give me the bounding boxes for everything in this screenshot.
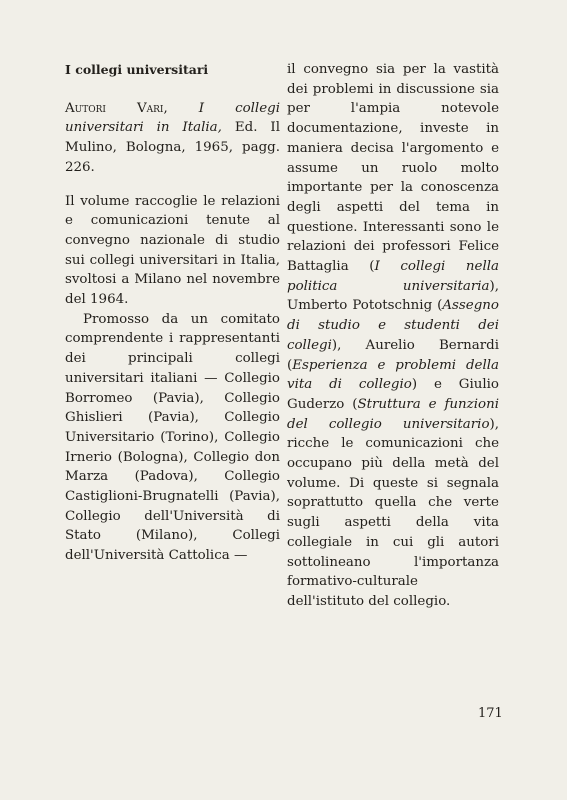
heading-text: collegi universitari [75,62,209,77]
text-run: ), Umberto Pototschnig ( [287,278,499,314]
right-column [287,60,499,612]
review-heading [65,60,280,80]
citation-publisher: Ed. Il Mulino, Bologna, 1965, pagg. 226. [65,120,280,175]
paragraph-2: Promosso da un comitato comprendente i rappresentanti dei principali collegi universitari italiani — Collegio Borromeo (Pavia), Collegio Ghislieri (Pavia), Collegio Universitario (Torino), Collegio Irnerio (Bologna), Collegio don Marza (Padova), Collegio Castiglioni-Brugnatelli (Pavia), Collegio dell'Università di Stato (Milano), Collegi dell'Università Cattolica — [65,311,280,564]
text-run: ), ricche le comunicazioni che occupano più della metà del volume. Di queste si segnala soprattutto quella che verte sugli aspetti della vita collegiale in cui gli autori sottolineano l'importanza formativo-culturale dell'istituto del collegio. [287,416,499,609]
italic-title: Assegno di studio e studenti dei collegi [287,298,499,353]
italic-title: Struttura e funzioni del collegio universitario [287,396,499,432]
text-run: ), Aurelio Bernardi ( [287,337,499,373]
citation-title: I collegi universitari in Italia, [65,100,280,136]
paragraph-3 [287,60,499,612]
page-number: 171 [478,706,503,721]
text-run: il convegno sia per la vastità dei problemi in discussione sia per l'ampia notevole documentazione, investe in maniera decisa l'argomento e assume un ruolo molto importante per la conoscenza degli aspetti del tema in questione. Interessanti sono le relazioni dei professori Felice Battaglia ( [287,62,499,275]
book-citation [65,99,280,178]
italic-title: Esperienza e problemi della vita di collegio [287,357,499,393]
citation-author: Autori Vari, [65,100,168,116]
italic-title: I collegi nella politica universitaria [287,259,499,294]
text-run: ) e Giulio Guderzo ( [287,377,499,412]
paragraph-1: Il volume raccoglie le relazioni e comunicazioni tenute al convegno nazionale di studio sui collegi universitari in Italia, svoltosi a Milano nel novembre del 1964. [65,193,280,308]
heading-number: I [65,62,71,77]
left-column [65,60,280,566]
